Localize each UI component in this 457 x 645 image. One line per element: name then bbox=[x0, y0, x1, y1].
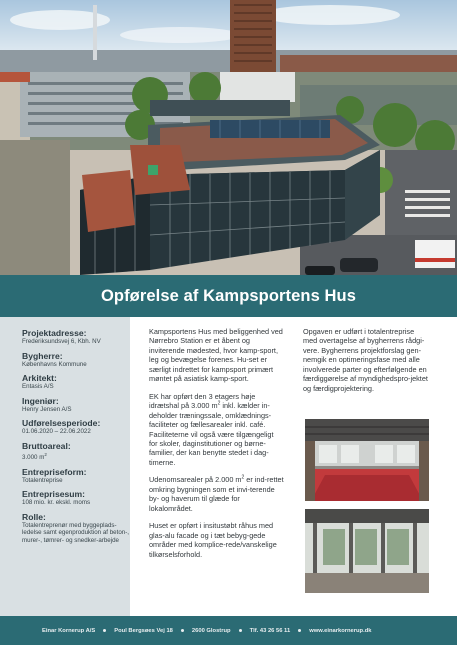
fact-engineer bbox=[22, 396, 130, 414]
footer-website-link[interactable]: www.einarkornerup.dk bbox=[309, 627, 372, 634]
fact-label: Entrepriseform: bbox=[22, 466, 87, 477]
fact-role bbox=[22, 512, 130, 545]
text-span: Udenomsarealer på 2.000 m bbox=[149, 475, 242, 485]
fact-period bbox=[22, 418, 130, 436]
fact-value bbox=[22, 451, 130, 462]
text-span: EK har opført den 3 etagers høje idrætshal på 3.000 m bbox=[149, 391, 256, 411]
fact-label: Bygherre: bbox=[22, 350, 63, 361]
hero-photo bbox=[0, 0, 457, 275]
fact-contract-form bbox=[22, 467, 130, 485]
fact-value: Totalentreprise bbox=[22, 476, 63, 484]
footer-city: 2600 Glostrup bbox=[191, 627, 231, 634]
facts-sidebar bbox=[0, 317, 130, 616]
fact-label: Arkitekt: bbox=[22, 373, 57, 384]
title-bar bbox=[0, 275, 457, 317]
fact-client bbox=[22, 351, 130, 369]
fact-label: Projektadresse: bbox=[22, 328, 87, 338]
interior-photo-hall bbox=[305, 419, 429, 501]
body-paragraph: Huset er opført i insitustøbt råhus med glas-alu facade og i tæt bebyg-gede områder med komplice-rede/vanskelige tilkørselsforhold. bbox=[149, 521, 277, 559]
fact-value-text: 3.000 m bbox=[22, 454, 45, 462]
fact-label: Entreprisesum: bbox=[22, 489, 86, 500]
body-paragraph: Kampsportens Hus med beliggenhed ved Nørrebro Station er et åbent og inviterende mødested, hvor kamp-sport, leg og bevægelse forenes. Hu-set er særligt indrettet for kampsport primært møntet på asiatisk kamp-sport. bbox=[149, 327, 283, 384]
superscript: 2 bbox=[217, 400, 221, 407]
fact-contract-sum bbox=[22, 489, 130, 507]
body-paragraph: Opgaven er udført i totalentreprise med overtagelse af bygherrens rådgi-vere. Bygherrens projektforslag gen-nemgik en optimeringsfase med alle involverede parter og efterfølgende en færdiggørelse af myndighedspro-jektet og færdigprojektering. bbox=[303, 327, 428, 393]
footer-phone: Tlf. 43 26 56 11 bbox=[249, 627, 291, 634]
fact-value: 01.06.2020 – 22.06.2022 bbox=[22, 428, 91, 436]
superscript: 2 bbox=[241, 474, 245, 481]
footer bbox=[0, 616, 457, 645]
fact-label: Rolle: bbox=[22, 511, 46, 522]
bullet-icon bbox=[239, 629, 242, 632]
bullet-icon bbox=[103, 629, 106, 632]
body-paragraph bbox=[149, 475, 284, 513]
fact-architect bbox=[22, 373, 130, 391]
fact-gross-area bbox=[22, 441, 130, 462]
body-column-middle bbox=[149, 327, 284, 567]
fact-label: Udførelsesperiode: bbox=[22, 418, 101, 429]
body-paragraph bbox=[149, 392, 284, 468]
text-span: inkl. kælder in-deholder træningssale, omklædnings-faciliteter og fællesarealer inkl. café. Faciliteterne vil også være tilgængeligt for skoler, daginstitutioner og børne-familier, der kan benytte stedet i dag-timerne. bbox=[149, 401, 274, 467]
text-span: er ind-rettet omkring bygningen som et invi-terende by- og haverum til glæde for lokalområdet. bbox=[149, 475, 284, 513]
bullet-icon bbox=[298, 629, 301, 632]
body-column-right bbox=[303, 327, 430, 401]
fact-value: 108 mio. kr. ekskl. moms bbox=[22, 499, 91, 507]
fact-value: Entasis A/S bbox=[22, 383, 54, 391]
fact-value: Totalentreprenør med byggeplads-ledelse samt egenproduktion af beton-, murer-, tømrer- og snedker-arbejde bbox=[22, 521, 129, 544]
fact-label: Ingeniør: bbox=[22, 395, 59, 406]
fact-project-address bbox=[22, 328, 130, 346]
fact-value: Københavns Kommune bbox=[22, 360, 87, 368]
page-title: Opførelse af Kampsportens Hus bbox=[100, 286, 357, 305]
fact-label: Bruttoareal: bbox=[22, 440, 71, 451]
bullet-icon bbox=[181, 629, 184, 632]
footer-address: Poul Bergsøes Vej 18 bbox=[114, 627, 173, 634]
fact-value: Henry Jensen A/S bbox=[22, 405, 72, 413]
footer-company: Einar Kornerup A/S bbox=[42, 627, 96, 634]
interior-photo-lobby bbox=[305, 509, 429, 593]
superscript: 2 bbox=[44, 451, 47, 457]
fact-value: Frederiksundsvej 6, Kbh. NV bbox=[22, 338, 101, 345]
